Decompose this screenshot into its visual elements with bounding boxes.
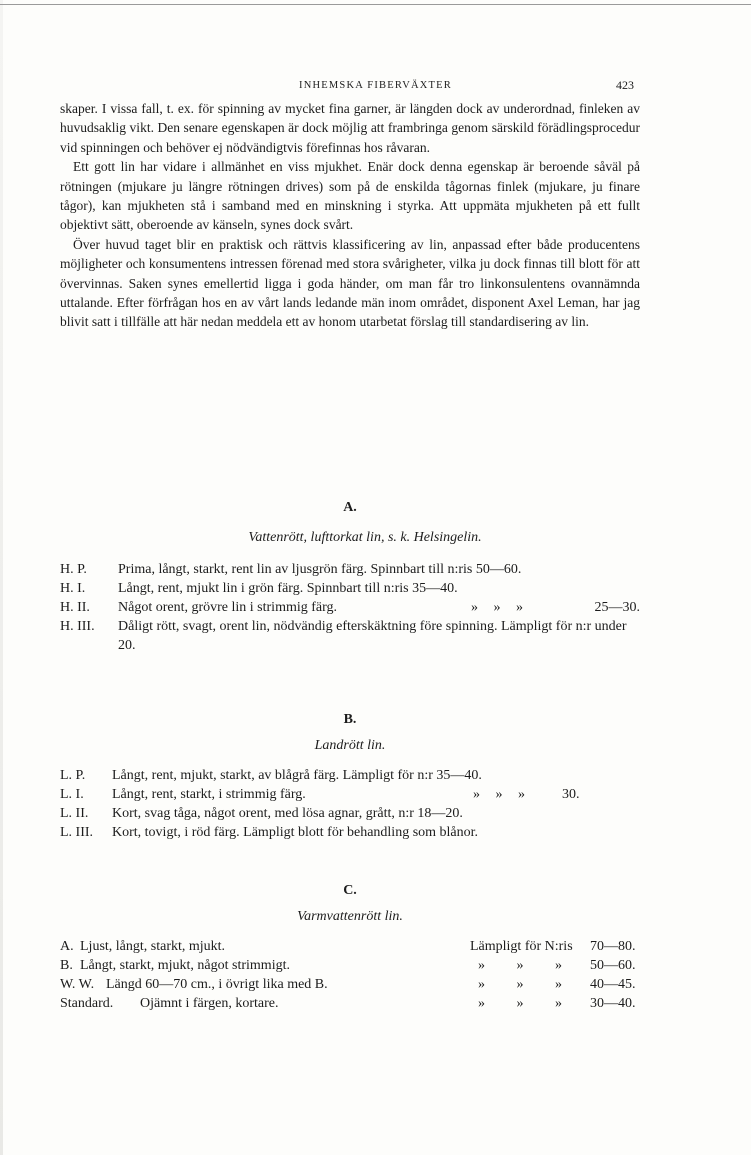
grade-code: B. bbox=[60, 958, 73, 973]
section-letter: A. bbox=[343, 500, 357, 515]
page-number: 423 bbox=[616, 78, 634, 92]
section-letter: B. bbox=[343, 712, 357, 727]
body-text bbox=[60, 99, 640, 332]
ditto-marks: » » » bbox=[478, 958, 576, 973]
grade-code: H. P. bbox=[60, 562, 87, 577]
section-title: Vattenrött, lufttorkat lin, s. k. Helsingelin. bbox=[248, 530, 482, 545]
section-a bbox=[60, 500, 640, 655]
grade-code: A. bbox=[60, 939, 74, 954]
grade-code: W. W. bbox=[60, 977, 95, 992]
section-c bbox=[60, 883, 640, 1013]
table-row bbox=[60, 975, 640, 994]
ditto-marks: » » » bbox=[478, 996, 576, 1011]
paragraph: skaper. I vissa fall, t. ex. för spinning av mycket fina garner, är längden dock av underordnad, finleken av huvudsaklig vikt. Den senare egenskapen är dock möjlig att frambringa genom särskild förädlingsprocedur vid spinningen och behöver ej nödvändigtvis förefinnas hos råvaran. bbox=[60, 101, 640, 155]
grade-code: L. I. bbox=[60, 787, 84, 802]
grade-code: L. P. bbox=[60, 768, 86, 783]
section-b bbox=[60, 712, 640, 842]
grade-description: Dåligt rött, svagt, orent lin, nödvändig efterskäktning före spinning. Lämpligt för n:r under 20. bbox=[118, 619, 627, 653]
grade-code: L. III. bbox=[60, 825, 94, 840]
ditto-marks: » » » bbox=[473, 787, 531, 802]
grade-description: Ojämnt i färgen, kortare. bbox=[140, 996, 279, 1011]
grade-code: H. I. bbox=[60, 581, 86, 596]
scan-border bbox=[0, 4, 751, 5]
number-range: 70—80. bbox=[590, 939, 636, 954]
paragraph: Ett gott lin har vidare i allmänhet en viss mjukhet. Enär dock denna egenskap är beroende såväl på rötningen (mjukare ju längre rötningen drives) som på de enskilda tågornas finlek (mjukare, ju finare tågor), kan mjukheten stå i samband med en minskning i styrka. Att uppmäta mjukheten på ett fullt objektivt sätt, oberoende av känseln, synes dock svårt. bbox=[60, 159, 640, 233]
grade-description: Kort, tovigt, i röd färg. Lämpligt blott för behandling som blånor. bbox=[112, 825, 479, 840]
number-range: 30—40. bbox=[590, 996, 636, 1011]
grade-description: Långt, rent, starkt, i strimmig färg. bbox=[112, 787, 306, 802]
paragraph: Över huvud taget blir en praktisk och rättvis klassificering av lin, anpassad efter både producentens möjligheter och konsumentens intressen förenad med stora svårigheter, vilka ju dock finnas till blott för att övervinnas. Saken synes emellertid ligga i goda händer, om man får tro linkonsulentens ovannämnda uttalande. Efter förfrågan hos en av vårt lands ledande män inom området, disponent Axel Leman, har jag blivit satt i tillfälle att här nedan meddela ett av honom utarbetat förslag till standardisering av lin. bbox=[60, 236, 640, 330]
grade-row bbox=[60, 560, 640, 579]
ditto-marks: » » » bbox=[478, 977, 576, 992]
grade-row bbox=[60, 804, 640, 823]
grade-row bbox=[60, 766, 640, 785]
table-row bbox=[60, 956, 640, 975]
grade-row bbox=[60, 785, 640, 804]
table-row bbox=[60, 937, 640, 956]
table-row bbox=[60, 994, 640, 1013]
grade-description: Långt, rent, mjukt, starkt, av blågrå färg. Lämpligt för n:r 35—40. bbox=[112, 768, 482, 783]
grade-description: Prima, långt, starkt, rent lin av ljusgrön färg. Spinnbart till n:ris 50—60. bbox=[118, 562, 522, 577]
grade-description: Långt, starkt, mjukt, något strimmigt. bbox=[80, 958, 290, 973]
section-title: Varmvattenrött lin. bbox=[297, 909, 403, 924]
grade-code: L. II. bbox=[60, 806, 89, 821]
grade-description: Något orent, grövre lin i strimmig färg. bbox=[118, 600, 338, 615]
grade-row bbox=[60, 579, 640, 598]
section-letter: C. bbox=[343, 883, 357, 898]
grade-table bbox=[60, 937, 640, 1013]
number-range: 30. bbox=[562, 787, 580, 802]
grade-description: Ljust, långt, starkt, mjukt. bbox=[80, 939, 226, 954]
grade-description: Längd 60—70 cm., i övrigt lika med B. bbox=[106, 977, 328, 992]
grade-code: H. II. bbox=[60, 600, 90, 615]
page-edge bbox=[0, 0, 3, 1155]
number-range: 40—45. bbox=[590, 977, 636, 992]
grade-row bbox=[60, 598, 640, 617]
suitability-label: Lämpligt för N:ris bbox=[470, 939, 573, 954]
grade-code: Standard. bbox=[60, 996, 114, 1011]
grade-description: Långt, rent, mjukt lin i grön färg. Spinnbart till n:ris 35—40. bbox=[118, 581, 458, 596]
number-range: 50—60. bbox=[590, 958, 636, 973]
grade-code: H. III. bbox=[60, 619, 95, 634]
running-head: INHEMSKA FIBERVÄXTER bbox=[299, 80, 452, 91]
ditto-marks: » » » bbox=[471, 600, 529, 615]
number-range: 25—30. bbox=[594, 600, 640, 615]
grade-row bbox=[60, 617, 640, 655]
grade-row bbox=[60, 823, 640, 842]
section-title: Landrött lin. bbox=[314, 738, 386, 753]
grade-description: Kort, svag tåga, något orent, med lösa agnar, grått, n:r 18—20. bbox=[112, 806, 463, 821]
